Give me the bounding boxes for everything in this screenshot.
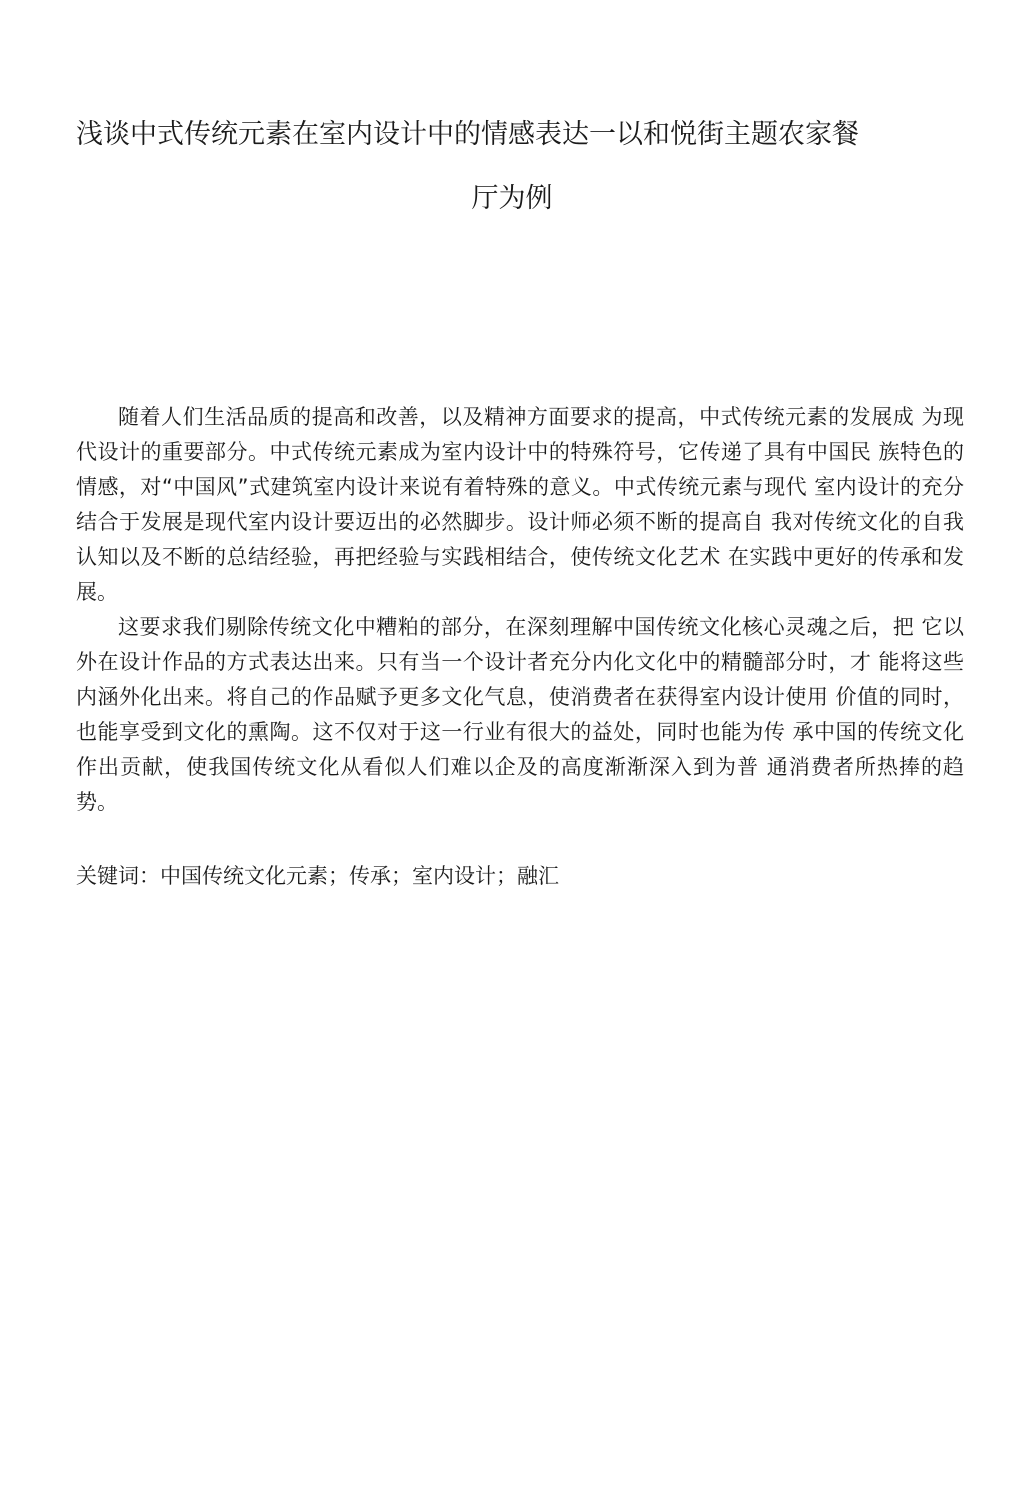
abstract-paragraph-2: 这要求我们剔除传统文化中糟粕的部分，在深刻理解中国传统文化核心灵魂之后，把 它以外在设计作品的方式表达出来。只有当一个设计者充分内化文化中的精髓部分时，才 能将这些内涵外化出来。将自己的作品赋予更多文化气息，使消费者在获得室内设计使用 价值的同时，也能享受到文化的熏陶。这不仅对于这一行业有很大的益处，同时也能为传 承中国的传统文化作出贡献，使我国传统文化从看似人们难以企及的高度渐渐深入到为普 通消费者所热捧的趋势。: [76, 615, 964, 814]
abstract-paragraph-1: 随着人们生活品质的提高和改善，以及精神方面要求的提高，中式传统元素的发展成 为现代设计的重要部分。中式传统元素成为室内设计中的特殊符号，它传递了具有中国民 族特色的情感，对“中国风”式建筑室内设计来说有着特殊的意义。中式传统元素与现代 室内设计的充分结合于发展是现代室内设计要迈出的必然脚步。设计师必须不断的提高自 我对传统文化的自我认知以及不断的总结经验，再把经验与实践相结合，使传统文化艺术 在实践中更好的传承和发展。: [76, 405, 964, 604]
keywords-line: 关键词：中国传统文化元素；传承；室内设计；融汇: [76, 864, 559, 888]
abstract-body: [76, 400, 964, 820]
document-title-line-2: 厅为例: [471, 183, 553, 214]
document-title-line-1: 浅谈中式传统元素在室内设计中的情感表达一以和悦街主题农家餐: [76, 119, 859, 150]
